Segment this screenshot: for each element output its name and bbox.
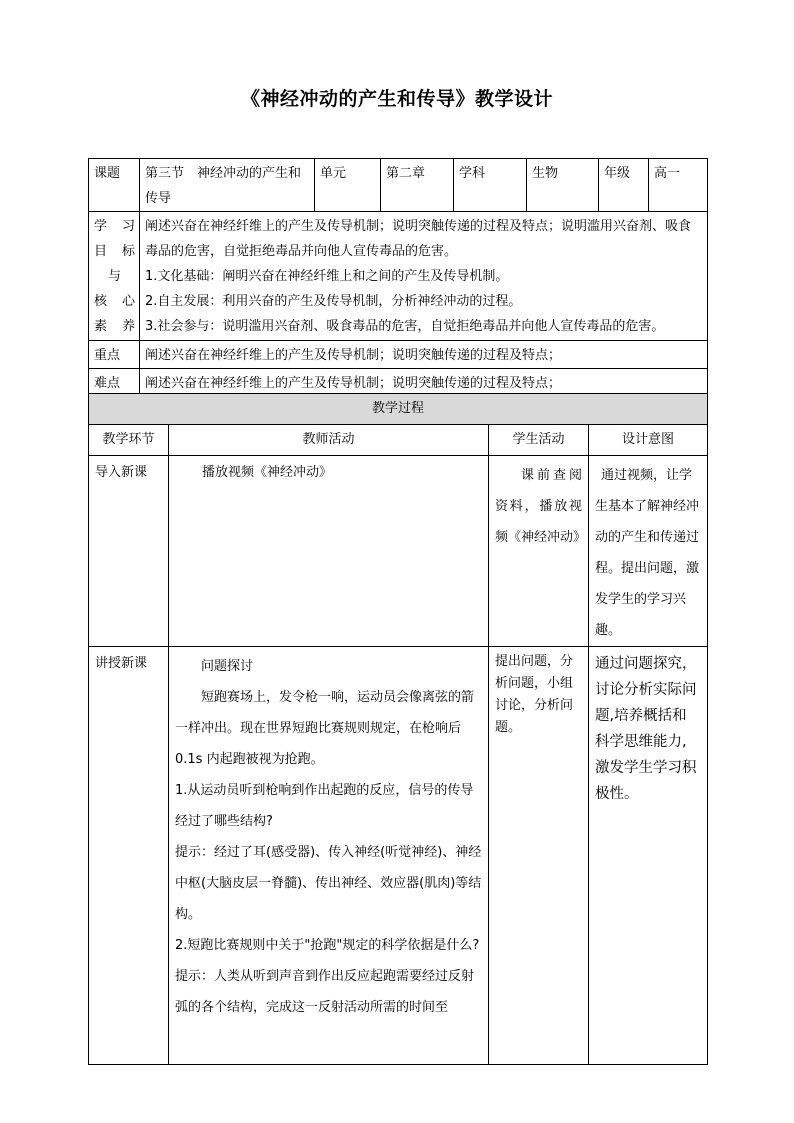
key-point-label: 重点 [89, 341, 140, 369]
key-point-row [89, 341, 708, 369]
header-student: 学生活动 [489, 425, 589, 456]
objectives-label [89, 212, 140, 341]
difficulty-text: 阐述兴奋在神经纤维上的产生及传导机制；说明突触传递的过程及特点； [140, 369, 708, 397]
header-intent: 设计意图 [589, 425, 708, 456]
topic-value: 第三节 神经冲动的产生和传导 [140, 159, 315, 212]
objective-item: 3.社会参与：说明滥用兴奋剂、吸食毒品的危害，自觉拒绝毒品并向他人宣传毒品的危害。 [145, 319, 665, 334]
teacher-activity-cell [169, 647, 489, 1065]
intent-cell: 通过问题探究，讨论分析实际问题,培养概括和科学思维能力,激发学生学习积极性。 [589, 647, 708, 1065]
teaching-process-table [88, 393, 708, 1065]
teacher-paragraph: 短跑赛场上，发令枪一响，运动员会像离弦的箭一样冲出。现在世界短跑比赛规则规定，在枪响后 0.1s 内起跑被视为抢跑。 [175, 690, 475, 767]
difficulty-label: 难点 [89, 369, 140, 397]
course-info-table [88, 158, 708, 397]
student-activity-cell [489, 456, 589, 647]
table-row [89, 456, 708, 647]
key-point-text: 阐述兴奋在神经纤维上的产生及传导机制；说明突触传递的过程及特点； [140, 341, 708, 369]
objective-item: 1.文化基础：阐明兴奋在神经纤维上和之间的产生及传导机制。 [145, 269, 509, 284]
subject-label: 学科 [454, 159, 527, 212]
objectives-summary: 阐述兴奋在神经纤维上的产生及传导机制；说明突触传递的过程及特点；说明滥用兴奋剂、吸食毒品的危害，自觉拒绝毒品并向他人宣传毒品的危害。 [145, 219, 692, 259]
objective-item: 2.自主发展：利用兴奋的产生及传导机制，分析神经冲动的过程。 [145, 294, 522, 309]
process-heading-row [89, 394, 708, 425]
info-row [89, 159, 708, 212]
page-title: 《神经冲动的产生和传导》教学设计 [240, 88, 553, 110]
objectives-row [89, 212, 708, 341]
grade-label: 年级 [599, 159, 649, 212]
unit-value: 第二章 [381, 159, 454, 212]
objectives-label-line: 学 习 [94, 219, 135, 234]
process-heading: 教学过程 [89, 394, 708, 425]
stage-cell: 导入新课 [89, 456, 169, 647]
objectives-label-line: 素养 [94, 319, 135, 334]
process-header-row [89, 425, 708, 456]
header-stage: 教学环节 [89, 425, 169, 456]
teacher-paragraph: 提示：经过了耳(感受器)、传入神经(听觉神经)、神经中枢(大脑皮层一脊髓)、传出神经、效应器(肌肉)等结构。 [175, 845, 482, 922]
student-activity-cell: 提出问题，分析问题，小组讨论，分析问题。 [489, 647, 589, 1065]
grade-value: 高一 [649, 159, 708, 212]
table-row [89, 647, 708, 1065]
subject-value: 生物 [527, 159, 599, 212]
teacher-paragraph: 问题探讨 [201, 659, 254, 674]
teacher-paragraph: 提示：人类从听到声音到作出反应起跑需要经过反射弧的各个结构，完成这一反射活动所需的时间至 [175, 969, 475, 1015]
teacher-paragraph: 1.从运动员听到枪响到作出起跑的反应，信号的传导经过了哪些结构? [175, 783, 474, 829]
teacher-paragraph: 2.短跑比赛规则中关于"抢跑"规定的科学依据是什么? [175, 938, 480, 953]
teacher-activity-cell: 播放视频《神经冲动》 [169, 456, 489, 647]
unit-label: 单元 [315, 159, 381, 212]
header-teacher: 教师活动 [169, 425, 489, 456]
stage-cell: 讲授新课 [89, 647, 169, 1065]
topic-label: 课题 [89, 159, 140, 212]
student-activity-text: 课前查阅资料，播放视频《神经冲动》 [495, 468, 587, 545]
objectives-label-line: 目标 [94, 244, 135, 259]
objectives-label-line: 核 心 [94, 294, 135, 309]
intent-cell [589, 456, 708, 647]
objectives-label-line: 与 [107, 269, 121, 284]
intent-text: 通过视频，让学生基本了解神经冲动的产生和传递过程。提出问题，激发学生的学习兴趣。 [595, 468, 700, 638]
objectives-content [140, 212, 708, 341]
